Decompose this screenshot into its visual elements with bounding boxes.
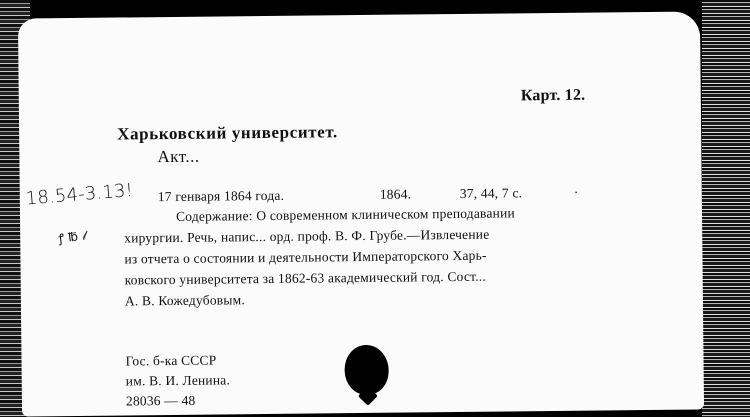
card-subtitle: Акт... (157, 146, 200, 167)
library-line: им. В. И. Ленина. (125, 372, 231, 389)
library-inventory-number: 28036 — 48 (125, 392, 196, 409)
body-line: хирургии. Речь, напис... орд. проф. В. Ф. Грубе.—Извлечение (124, 226, 490, 246)
publication-year: 1864. (379, 186, 412, 202)
scan-edge-right (702, 0, 750, 417)
body-line: А. В. Кожедубовым. (124, 292, 245, 309)
body-line: из отчета о состоянии и деятельности Императорского Харь- (124, 247, 487, 267)
handwritten-shelf-mark: 18.54-3.13! (24, 179, 134, 210)
card-number: Карт. 12. (520, 86, 586, 105)
catalog-card (18, 11, 704, 416)
punch-hole (344, 345, 389, 395)
handwritten-marks: ꝭ ℔ 𝓁 (57, 228, 88, 246)
card-title: Харьковский университет. (117, 122, 338, 144)
body-line: Содержание: О современном клиническом преподавании (175, 205, 515, 224)
library-line: Гос. б-ка СССР (125, 352, 217, 369)
stray-mark: · (573, 184, 579, 200)
date-line (157, 184, 579, 205)
publication-date: 17 генваря 1864 года. (157, 187, 285, 205)
page-count: 37, 44, 7 с. (459, 185, 523, 201)
body-line: ковского университета за 1862-63 академический год. Сост... (124, 268, 486, 288)
